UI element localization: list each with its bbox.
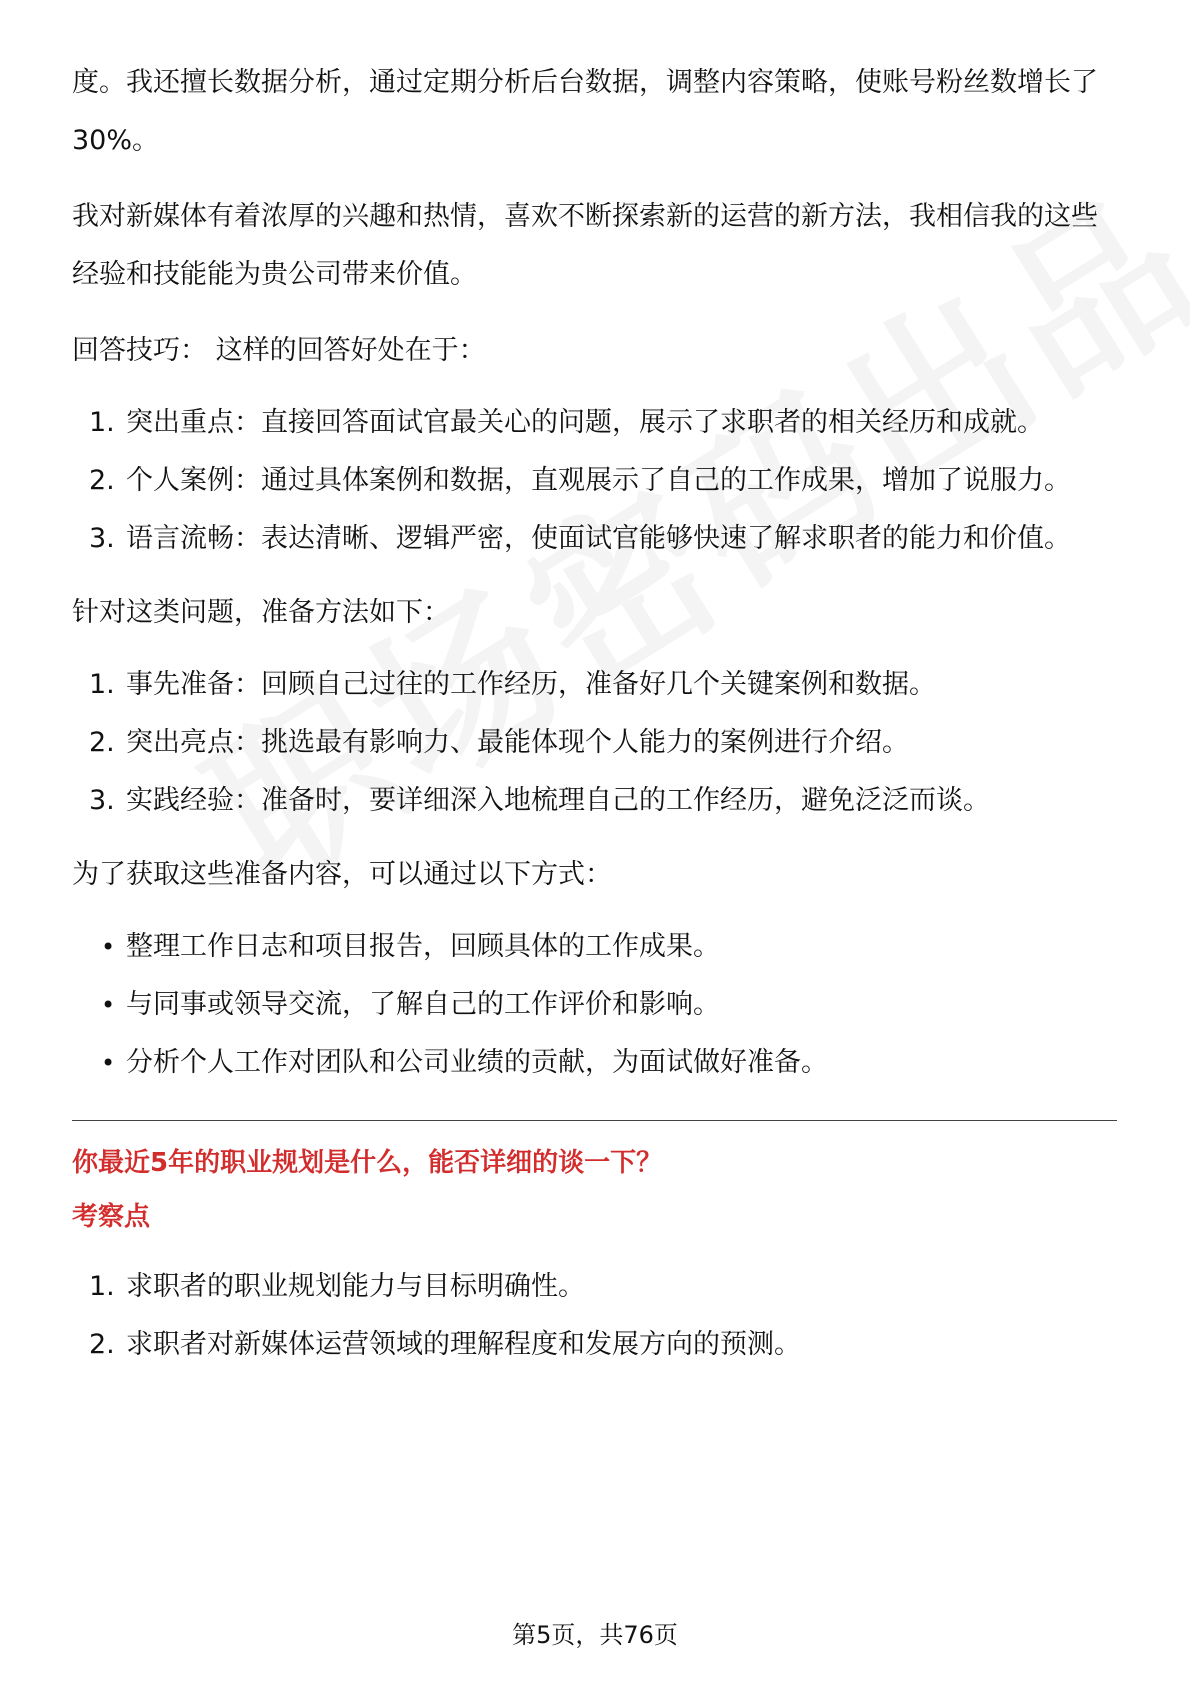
list-item: 2. 突出亮点：挑选最有影响力、最能体现个人能力的案例进行介绍。: [72, 714, 1117, 772]
source-heading: 为了获取这些准备内容，可以通过以下方式：: [72, 859, 612, 890]
question-title: 你最近5年的职业规划是什么，能否详细的谈一下？: [72, 1148, 663, 1178]
intro-paragraph-2: 我对新媒体有着浓厚的兴趣和热情，喜欢不断探索新的运营的新方法，我相信我的这些经验和技能能为贵公司带来价值。: [72, 201, 1098, 290]
answer-benefits-list: [72, 394, 1117, 568]
assessment-heading: 考察点: [72, 1202, 151, 1232]
page-footer: 第5页，共76页: [512, 1621, 678, 1649]
answer-tip-heading: 回答技巧： 这样的回答好处在于：: [72, 335, 486, 366]
list-item: • 与同事或领导交流，了解自己的工作评价和影响。: [72, 976, 1117, 1034]
list-item: 2. 求职者对新媒体运营领域的理解程度和发展方向的预测。: [72, 1316, 1117, 1374]
list-item: 3. 语言流畅：表达清晰、逻辑严密，使面试官能够快速了解求职者的能力和价值。: [72, 510, 1117, 568]
list-item: 3. 实践经验：准备时，要详细深入地梳理自己的工作经历，避免泛泛而谈。: [72, 772, 1117, 830]
list-item: 1. 突出重点：直接回答面试官最关心的问题，展示了求职者的相关经历和成就。: [72, 394, 1117, 452]
intro-paragraph-1: 度。我还擅长数据分析，通过定期分析后台数据，调整内容策略，使账号粉丝数增长了30%。: [72, 67, 1098, 156]
section-divider: [72, 1120, 1117, 1121]
list-item: • 整理工作日志和项目报告，回顾具体的工作成果。: [72, 918, 1117, 976]
list-item: 1. 事先准备：回顾自己过往的工作经历，准备好几个关键案例和数据。: [72, 656, 1117, 714]
prep-heading: 针对这类问题，准备方法如下：: [72, 597, 450, 628]
list-item: • 分析个人工作对团队和公司业绩的贡献，为面试做好准备。: [72, 1034, 1117, 1092]
list-item: 1. 求职者的职业规划能力与目标明确性。: [72, 1258, 1117, 1316]
page-content: [72, 54, 1117, 1374]
source-items-list: [72, 918, 1117, 1092]
list-item: 2. 个人案例：通过具体案例和数据，直观展示了自己的工作成果，增加了说服力。: [72, 452, 1117, 510]
prep-methods-list: [72, 656, 1117, 830]
assessment-points-list: [72, 1258, 1117, 1374]
